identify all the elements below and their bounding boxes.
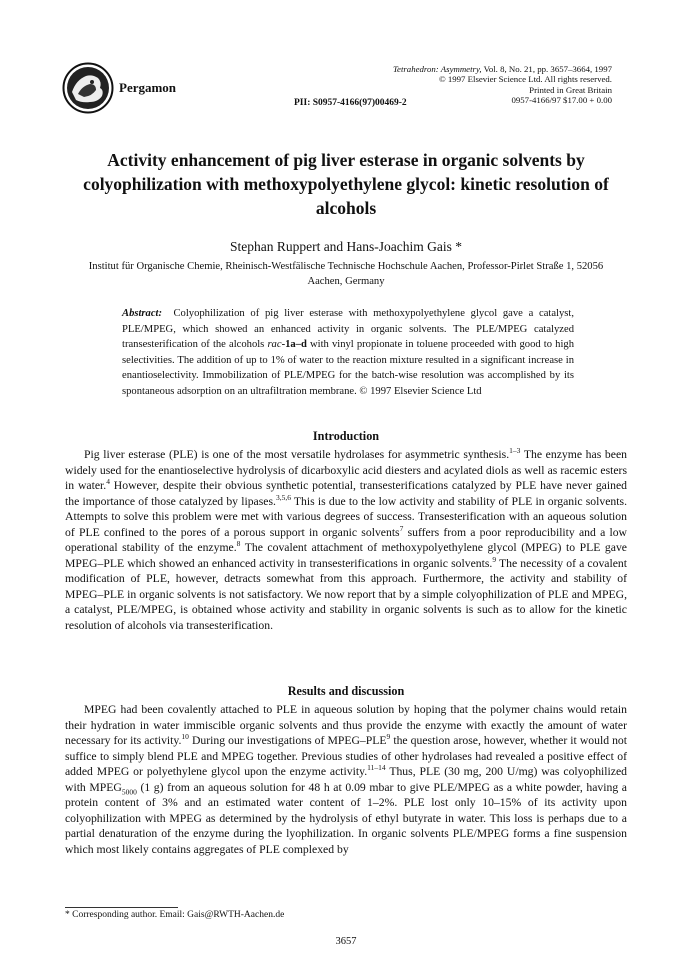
pii-identifier: PII: S0957-4166(97)00469-2: [294, 98, 407, 108]
abstract: Abstract: Colyophilization of pig liver esterase with methoxypolyethylene glycol gave a catalyst, PLE/MPEG, which showed an enhanced activity in organic solvents. The PLE/MPEG catalyzed transesterification of the alcohols rac-1a–d with vinyl propionate in toluene proceeded with good to high selectivities. The addition of up to 1% of water to the reaction mixture resulted in a significant increase in enantioselectivity. Immobilization of PLE/MPEG for the batch-wise resolution was accomplished by its spontaneous adsorption on an ultrafiltration membrane. © 1997 Elsevier Science Ltd: [122, 308, 574, 397]
journal-citation: Tetrahedron: Asymmetry, Vol. 8, No. 21, pp. 3657–3664, 1997: [392, 64, 612, 74]
footnote-rule: [65, 907, 178, 908]
publisher-name: Pergamon: [119, 80, 177, 95]
printed-line: Printed in Great Britain: [529, 84, 612, 95]
copyright-line: © 1997 Elsevier Science Ltd. All rights reserved.: [438, 74, 612, 85]
author-list: Stephan Ruppert and Hans-Joachim Gais *: [229, 239, 463, 254]
page-number: 3657: [335, 936, 357, 947]
affiliation: Institut für Organische Chemie, Rheinisch-Westfälische Technische Hochschule Aachen, Professor-Pirlet Straße 1, 52056 Aachen, Germany: [88, 261, 604, 287]
price-line: 0957-4166/97 $17.00 + 0.00: [511, 95, 612, 106]
citation-block: [282, 64, 612, 106]
abstract-label: Abstract:: [122, 308, 163, 319]
corresponding-author-footnote: * Corresponding author. Email: Gais@RWTH-Aachen.de: [65, 910, 285, 920]
section-heading-introduction: Introduction: [312, 429, 380, 443]
pergamon-logo: [62, 62, 114, 114]
results-paragraph: MPEG had been covalently attached to PLE in aqueous solution by hoping that the polymer chains would retain their hydration in water immiscible organic solvents and thus provide the enzyme with exactly the amount of water necessary for its activity.$^{10}$ During our investigations of MPEG–PLE$^9$ the question arose, however, whether it would not suffice to simply blend PLE and MPEG together. Previous studies of other hydrolases had revealed a positive effect of added MPEG or polyethylene glycol upon the enzyme activity.$^{11-14}$ Thus, PLE (30 mg, 200 U/mg) was colyophilized with $MPEG_{5000}$ (1 g) from an aqueous solution for 48 h at 0.09 mbar to give PLE/MPEG as a white powder, having a protein content of 3% and an estimated water content of 1–2%. PLE lost only 10–15% of its activity upon colyophilization with MPEG as determined by the hydrolysis of ethyl butyrate in water. This loss is perhaps due to a partial denaturation of the enzyme during the lyophilization. In organic solvents PLE/MPEG forms a fine suspension which most likely contains aggregates of PLE complexed by: [65, 703, 628, 856]
introduction-paragraph: Pig liver esterase (PLE) is one of the most versatile hydrolases for asymmetric synthesis.$^{1-3}$ The enzyme has been widely used for the enantioselective hydrolysis of dicarboxylic acid diesters and acylated diols as well as racemic esters in water.$^4$ However, despite their obvious synthetic potential, transesterifications catalyzed by PLE have never gained the importance of those catalyzed by lipases.$^{3,5,6}$ This is due to the low activity and stability of PLE in organic solvents. Attempts to solve this problem were met with various degrees of success. Transesterification with an aqueous solution of PLE confined to the pores of a porous support in organic solvents$^7$ suffers from a poor reproducibility and a low operational stability of the enzyme.$^8$ The covalent attachment of methoxypolyethylene glycol (MPEG) to PLE gave MPEG–PLE which showed an enhanced activity in transesterifications in organic solvents.$^9$ The necessity of a covalent modification of PLE, however, detracts somewhat from this approach. Furthermore, the activity and stability of MPEG–PLE in organic solvents is not satisfactory. We now report that by a simple colyophilization of PLE and MPEG, a catalyst, PLE/MPEG, is obtained whose activity and stability in organic solvents is such as to allow for the kinetic resolution of alcohols via transesterification.: [65, 446, 628, 633]
article-title: Activity enhancement of pig liver esterase in organic solvents by colyophilization with methoxypolyethylene glycol: kinetic resolution of alcohols: [83, 150, 609, 218]
section-heading-results: Results and discussion: [287, 684, 405, 698]
